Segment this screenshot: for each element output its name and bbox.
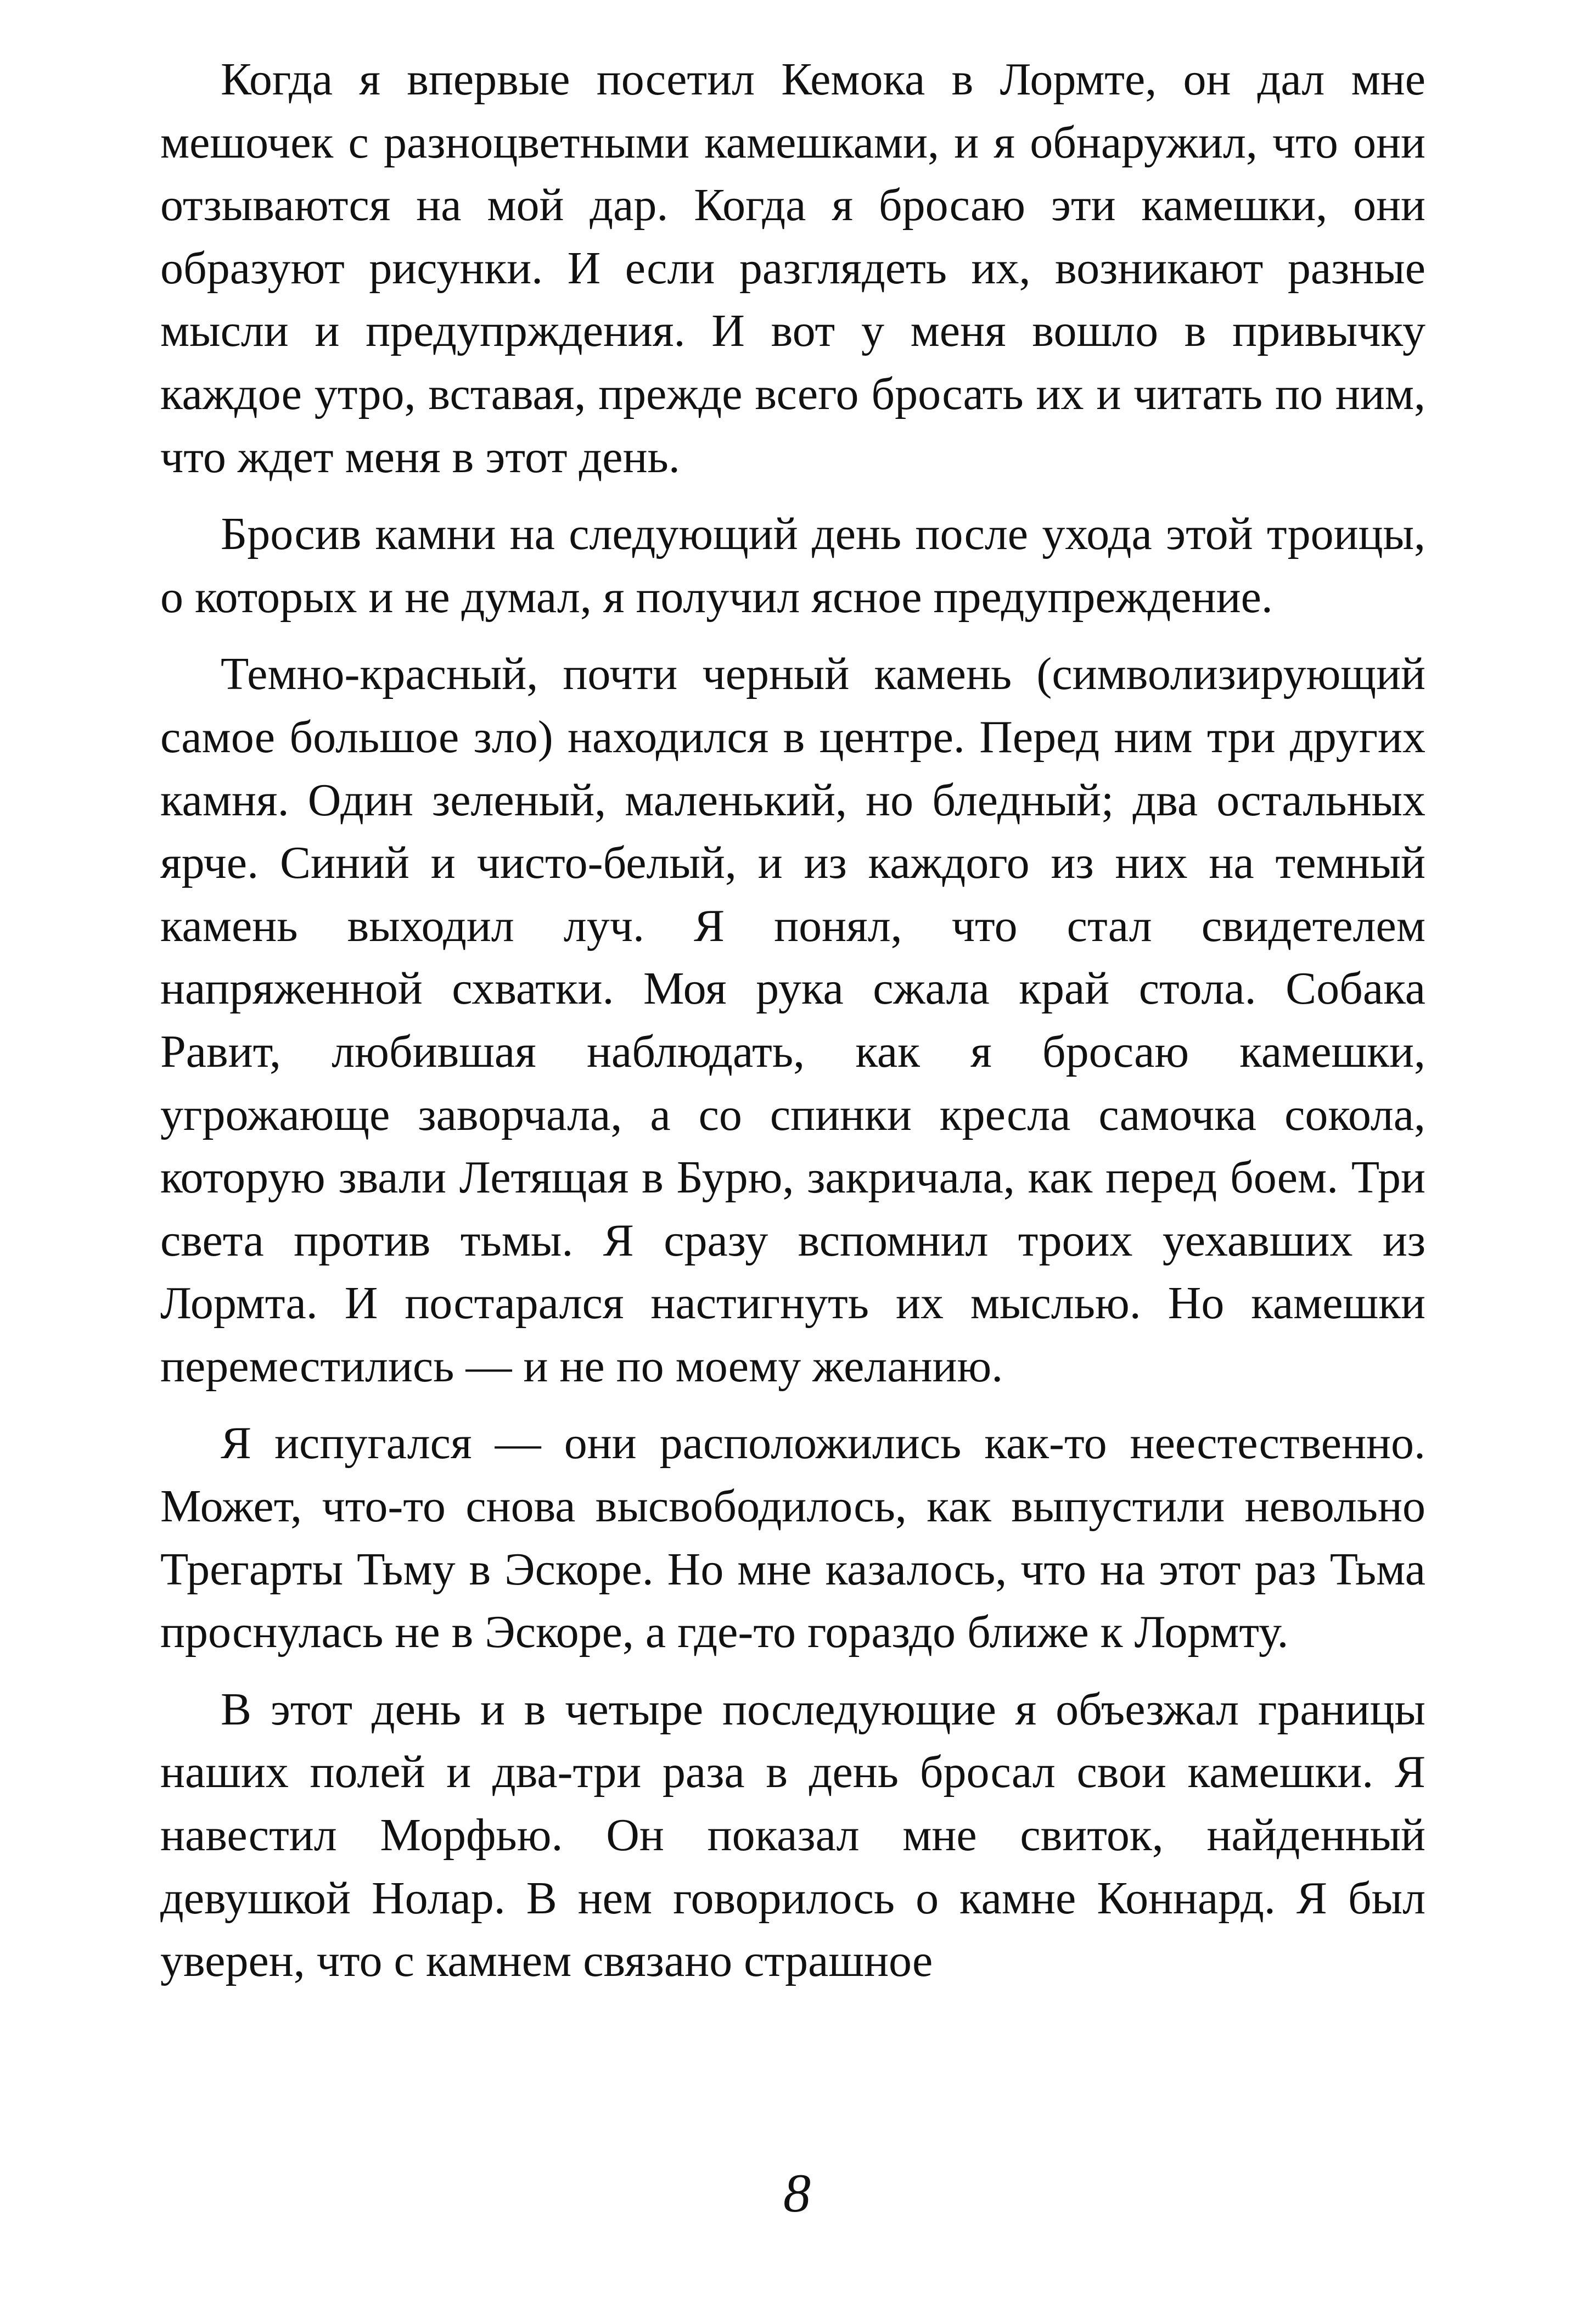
body-text — [160, 48, 1425, 1993]
paragraph-2: Бросив камни на следующий день после ухода этой троицы, о которых и не думал, я получил ясное предупреждение. — [160, 508, 1425, 623]
paragraph-3: Темно-красный, почти черный камень (символизирующий самое большое зло) находился в центре. Перед ним три других камня. Один зеленый, маленький, но бледный; два остальных ярче. Синий и чисто-белый, и из каждого из них на темный камень выходил луч. Я понял, что стал свидетелем напряженной схватки. Моя рука сжала край стола. Собака Равит, любившая наблюдать, как я бросаю камешки, угрожающе заворчала, а со спинки кресла самочка сокола, которую звали Летящая в Бурю, закричала, как перед боем. Три света против тьмы. Я сразу вспомнил троих уехавших из Лормта. И постарался настигнуть их мыслью. Но камешки переместились — и не по моему желанию. — [160, 648, 1425, 1392]
page-number: 8 — [783, 2163, 811, 2224]
paragraph-1: Когда я впервые посетил Кемока в Лормте, он дал мне мешочек с разноцветными камешками, и я обнаружил, что они отзываются на мой дар. Когда я бросаю эти камешки, они образуют рисунки. И если разглядеть их, возникают разные мысли и предупрждения. И вот у меня вошло в привычку каждое утро, вставая, прежде всего бросать их и читать по ним, что ждет меня в этот день. — [160, 54, 1425, 483]
paragraph-5: В этот день и в четыре последующие я объезжал границы наших полей и два-три раза в день бросал свои камешки. Я навестил Морфью. Он показал мне свиток, найденный девушкой Нолар. В нем говорилось о камне Коннард. Я был уверен, что с камнем связано страшное — [160, 1683, 1425, 1987]
paragraph-4: Я испугался — они расположились как-то неестественно. Может, что-то снова высвободилось, как выпустили невольно Трегарты Тьму в Эскоре. Но мне казалось, что на этот раз Тьма проснулась не в Эскоре, а где-то гораздо ближе к Лормту. — [160, 1418, 1425, 1658]
